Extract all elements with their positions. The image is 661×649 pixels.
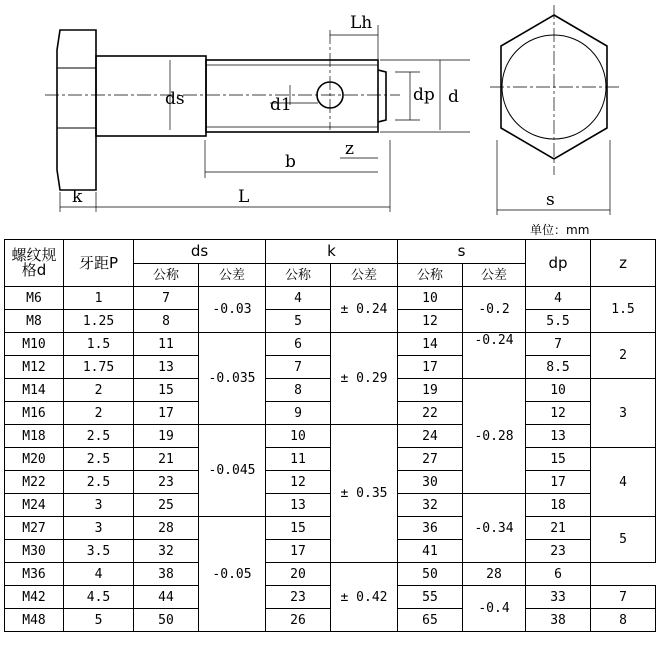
cell-ds: 11 (134, 333, 199, 356)
cell-ds: 21 (134, 448, 199, 471)
cell-ds: 28 (134, 517, 199, 540)
header-thread: 螺纹规格d (5, 240, 64, 287)
cell-s: 65 (398, 609, 463, 632)
header-s-nominal: 公称 (398, 264, 463, 287)
bolt-head (57, 30, 96, 190)
header-pitch: 牙距P (64, 240, 134, 287)
cell-dp: 23 (526, 540, 591, 563)
cell-k: 10 (266, 425, 331, 448)
cell-ds-tol: -0.03 (199, 287, 266, 333)
table-row (5, 586, 656, 609)
cell-s: 32 (398, 494, 463, 517)
table-row (5, 540, 656, 563)
cell-z: 8 (591, 609, 656, 632)
table-row (5, 379, 656, 402)
cell-d: M30 (5, 540, 64, 563)
cell-k: 17 (266, 540, 331, 563)
b-label: b (285, 152, 296, 172)
cell-p: 1.5 (64, 333, 134, 356)
cell-k: 26 (266, 609, 331, 632)
cell-ds-tol: -0.045 (199, 425, 266, 517)
lh-label: Lh (350, 13, 373, 33)
cell-s: 30 (398, 471, 463, 494)
cell-ds: 15 (134, 379, 199, 402)
cell-dp: 13 (526, 425, 591, 448)
cell-s-tol: -0.28 (463, 379, 526, 494)
table-row (5, 402, 656, 425)
cell-d: M22 (5, 471, 64, 494)
table-row (5, 287, 656, 310)
cell-dp: 21 (526, 517, 591, 540)
cell-k: 11 (266, 448, 331, 471)
cell-s: 14 (398, 333, 463, 356)
cell-s-tol: -0.34 (463, 494, 526, 563)
cell-ds: 8 (134, 310, 199, 333)
ds-label: ds (165, 89, 185, 109)
cell-ds-tol: -0.035 (199, 333, 266, 425)
cell-d: M24 (5, 494, 64, 517)
header-z: z (591, 240, 656, 287)
cell-ds: 19 (134, 425, 199, 448)
cell-k-tol: ± 0.24 (331, 287, 398, 333)
cell-k: 6 (266, 333, 331, 356)
cell-ds: 7 (134, 287, 199, 310)
table-row (5, 425, 656, 448)
cell-k: 23 (266, 586, 331, 609)
s-label: s (546, 190, 555, 210)
d-label: d (448, 87, 459, 107)
table-row (5, 609, 656, 632)
L-label: L (238, 187, 250, 207)
cell-d: M27 (5, 517, 64, 540)
cell-k: 13 (266, 494, 331, 517)
cell-z: 6 (526, 563, 591, 586)
cell-d: M48 (5, 609, 64, 632)
header-ds: ds (134, 240, 266, 264)
cell-dp: 38 (526, 609, 591, 632)
cell-dp: 33 (526, 586, 591, 609)
cell-p: 5 (64, 609, 134, 632)
header-s-tolerance: 公差 (463, 264, 526, 287)
cell-s: 22 (398, 402, 463, 425)
cell-d: M12 (5, 356, 64, 379)
header-s: s (398, 240, 526, 264)
cell-ds: 32 (134, 540, 199, 563)
cell-dp: 7 (526, 333, 591, 356)
cell-s-tol: -0.24 (463, 333, 526, 379)
cell-p: 1.25 (64, 310, 134, 333)
cell-dp: 28 (463, 563, 526, 586)
cell-ds: 23 (134, 471, 199, 494)
cell-p: 1 (64, 287, 134, 310)
cell-z: 2 (591, 333, 656, 379)
unit-label: 单位：mm (530, 223, 590, 237)
cell-z: 7 (591, 586, 656, 609)
cell-d: M42 (5, 586, 64, 609)
cell-z: 3 (591, 379, 656, 448)
cell-s: 19 (398, 379, 463, 402)
cell-dp: 15 (526, 448, 591, 471)
cell-d: M18 (5, 425, 64, 448)
cell-d: M20 (5, 448, 64, 471)
cell-p: 2.5 (64, 448, 134, 471)
header-k-nominal: 公称 (266, 264, 331, 287)
table-row (5, 448, 656, 471)
cell-s: 24 (398, 425, 463, 448)
cell-s: 36 (398, 517, 463, 540)
z-label: z (345, 139, 354, 159)
cell-k: 8 (266, 379, 331, 402)
cell-s: 10 (398, 287, 463, 310)
cell-k-tol: ± 0.42 (331, 563, 398, 632)
cell-s: 27 (398, 448, 463, 471)
cell-s: 41 (398, 540, 463, 563)
bolt-shank (96, 56, 206, 136)
cell-dp: 5.5 (526, 310, 591, 333)
header-k-tolerance: 公差 (331, 264, 398, 287)
cell-p: 3 (64, 494, 134, 517)
cell-s-tol: -0.2 (463, 287, 526, 333)
cell-p: 3.5 (64, 540, 134, 563)
cell-z: 4 (591, 448, 656, 517)
cell-p: 2.5 (64, 425, 134, 448)
cell-dp: 17 (526, 471, 591, 494)
cell-k: 12 (266, 471, 331, 494)
cell-d: M6 (5, 287, 64, 310)
cell-p: 2.5 (64, 471, 134, 494)
cell-ds: 50 (134, 609, 199, 632)
cell-s: 12 (398, 310, 463, 333)
cell-s: 50 (398, 563, 463, 586)
table-row (5, 310, 656, 333)
cell-p: 2 (64, 402, 134, 425)
header-k: k (266, 240, 398, 264)
cell-p: 4.5 (64, 586, 134, 609)
cell-k: 7 (266, 356, 331, 379)
table-row (5, 563, 656, 586)
cell-dp: 12 (526, 402, 591, 425)
cell-d: M8 (5, 310, 64, 333)
table-row (5, 356, 656, 379)
cell-dp: 8.5 (526, 356, 591, 379)
cell-d: M10 (5, 333, 64, 356)
thread-section (206, 60, 378, 132)
cell-ds: 13 (134, 356, 199, 379)
d1-label: d1 (270, 95, 292, 115)
cell-d: M36 (5, 563, 64, 586)
header-ds-nominal: 公称 (134, 264, 199, 287)
cell-z: 1.5 (591, 287, 656, 333)
cell-s-tol: -0.4 (463, 586, 526, 632)
cell-ds: 25 (134, 494, 199, 517)
cell-k: 5 (266, 310, 331, 333)
cell-p: 4 (64, 563, 134, 586)
cell-k: 20 (266, 563, 331, 586)
cell-dp: 18 (526, 494, 591, 517)
dp-label: dp (413, 85, 435, 105)
cell-k: 15 (266, 517, 331, 540)
cell-p: 1.75 (64, 356, 134, 379)
table-row (5, 494, 656, 517)
cell-s: 17 (398, 356, 463, 379)
cell-s: 55 (398, 586, 463, 609)
cell-dp: 10 (526, 379, 591, 402)
table-row (5, 517, 656, 540)
cell-k: 4 (266, 287, 331, 310)
k-label: k (72, 187, 83, 207)
cell-z: 5 (591, 517, 656, 563)
table-row (5, 333, 656, 356)
cell-ds: 38 (134, 563, 199, 586)
cell-k-tol: ± 0.35 (331, 425, 398, 563)
cell-p: 2 (64, 379, 134, 402)
cell-p: 3 (64, 517, 134, 540)
cell-ds: 44 (134, 586, 199, 609)
cell-ds: 17 (134, 402, 199, 425)
dimension-table (4, 239, 656, 632)
cell-d: M16 (5, 402, 64, 425)
header-dp: dp (526, 240, 591, 287)
cell-d: M14 (5, 379, 64, 402)
cell-k: 9 (266, 402, 331, 425)
cell-ds-tol: -0.05 (199, 517, 266, 632)
cell-dp: 4 (526, 287, 591, 310)
table-row (5, 471, 656, 494)
cell-k-tol: ± 0.29 (331, 333, 398, 425)
header-ds-tolerance: 公差 (199, 264, 266, 287)
bolt-drawing (0, 0, 661, 235)
